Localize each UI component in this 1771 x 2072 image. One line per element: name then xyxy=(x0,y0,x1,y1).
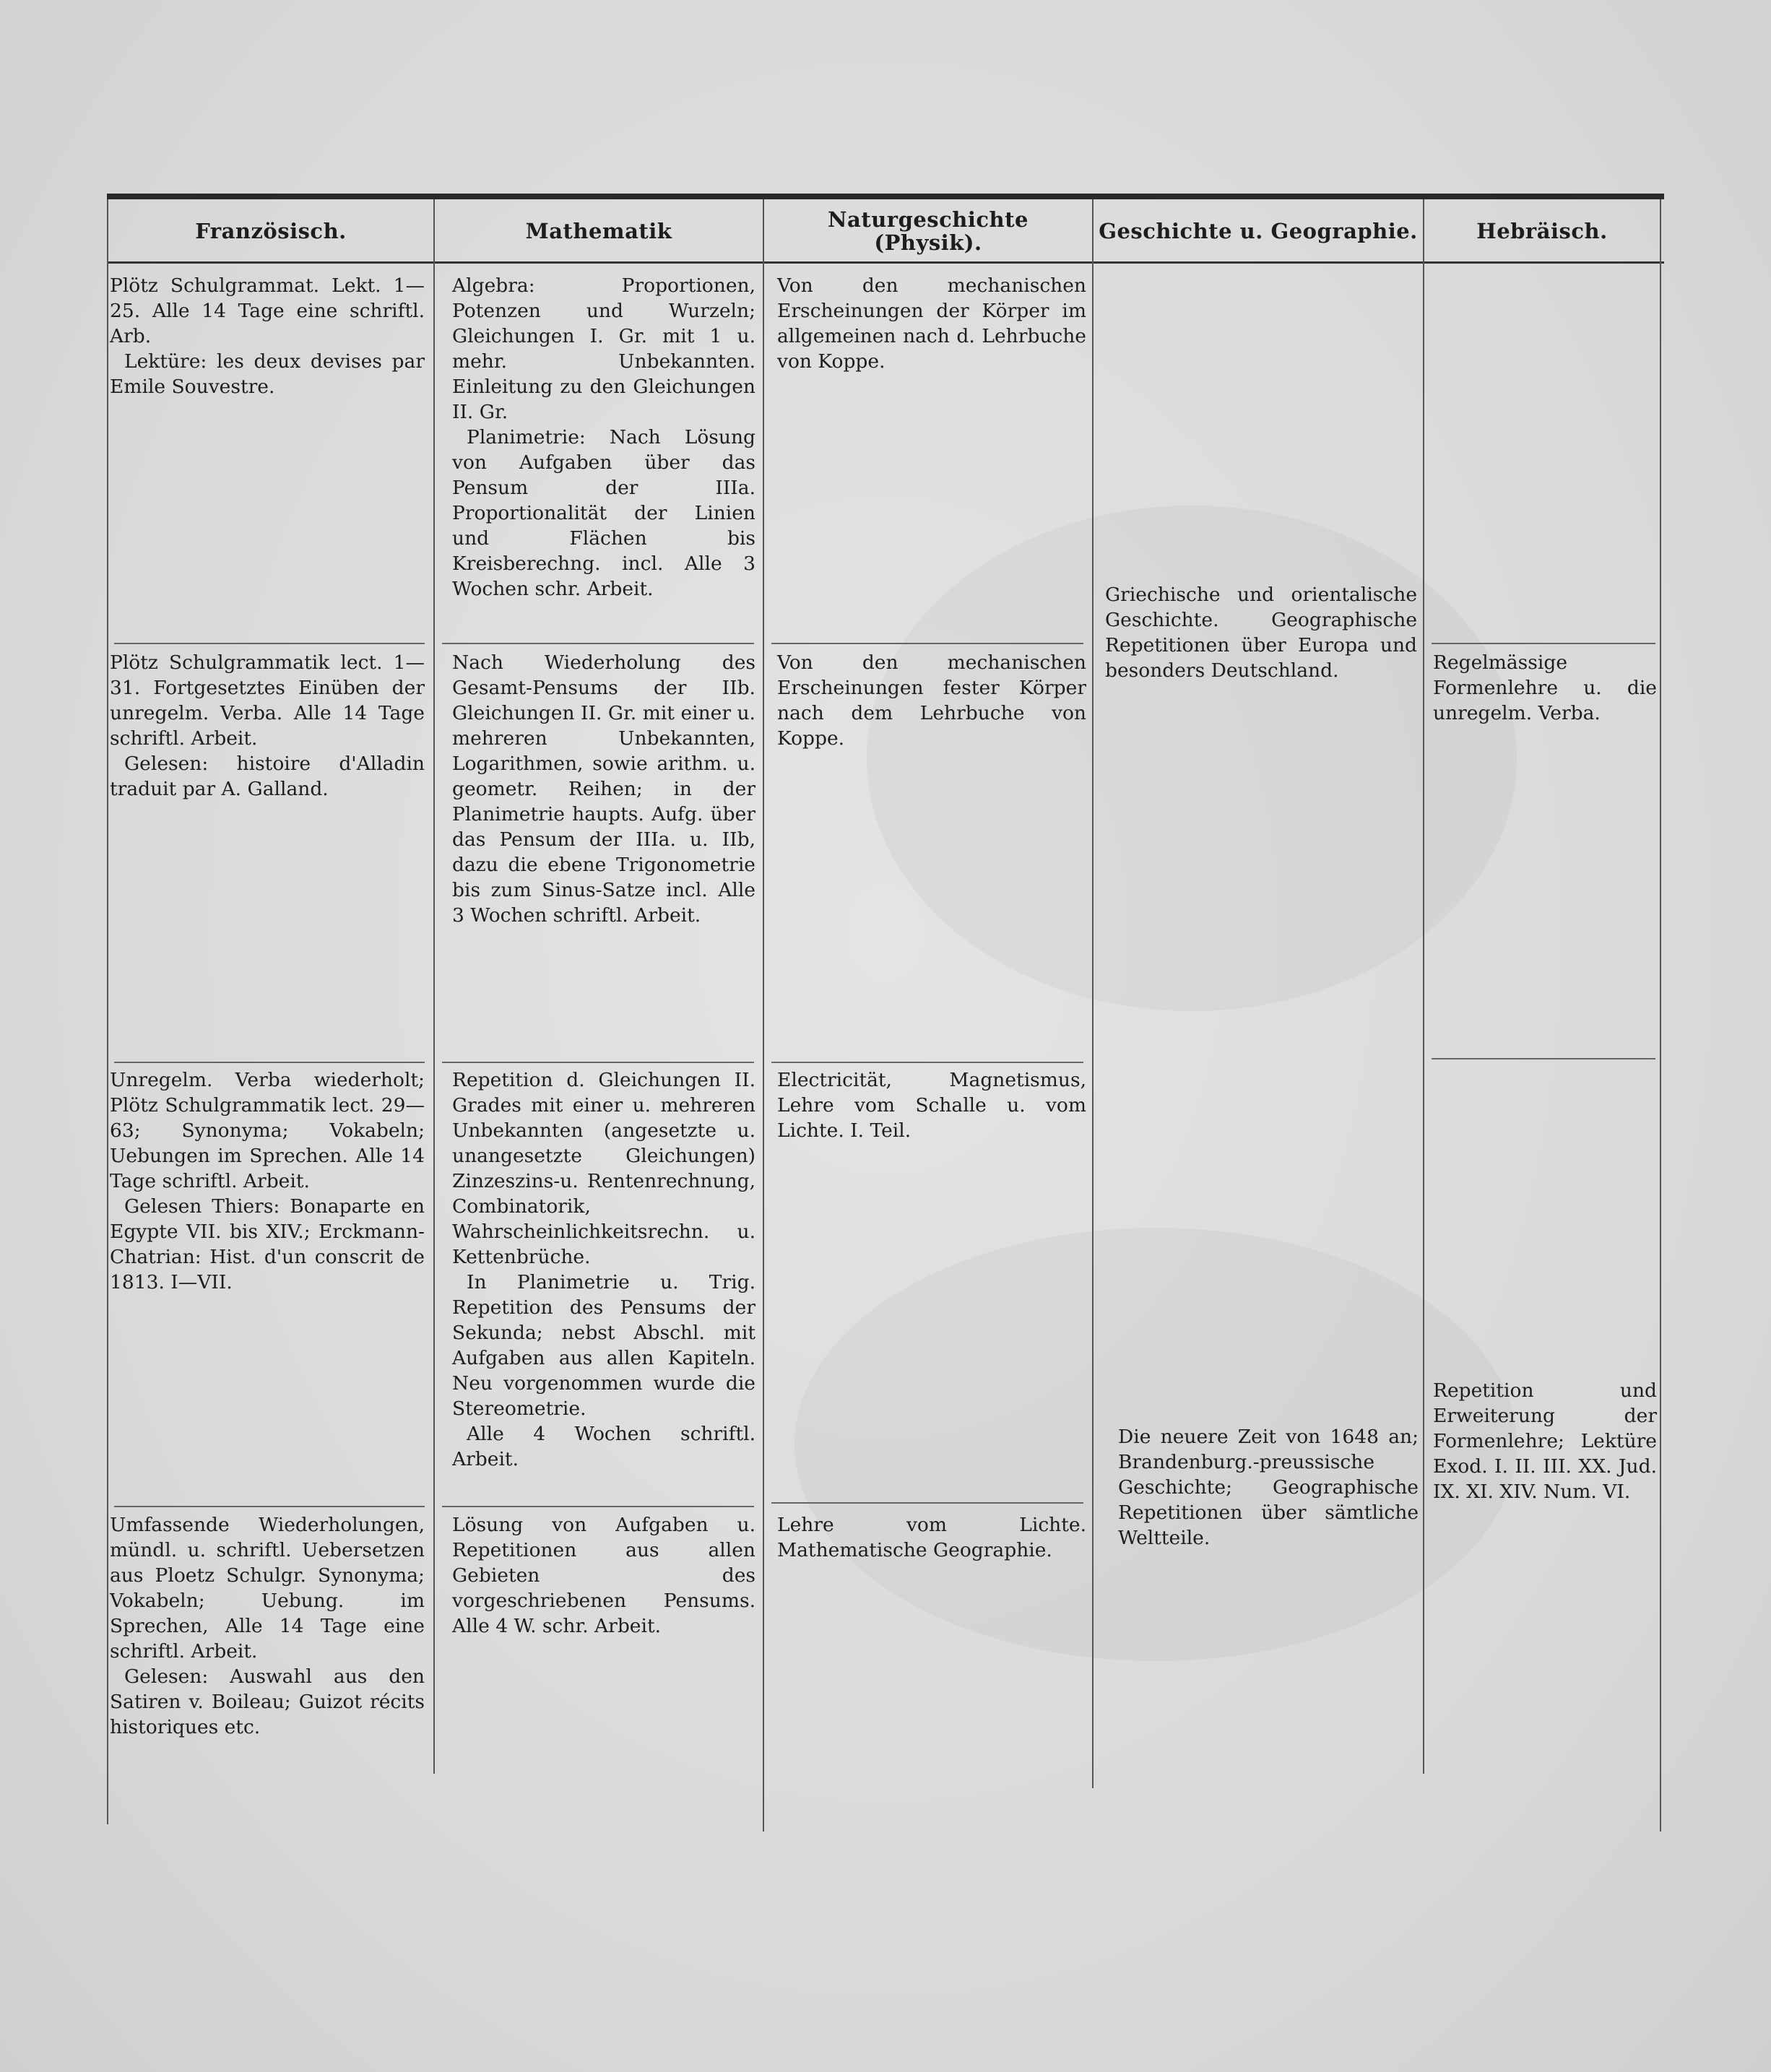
paragraph: Electricität, Magnetismus, Lehre vom Schalle u. vom Lichte. I. Teil. xyxy=(777,1069,1086,1142)
paragraph: Die neuere Zeit von 1648 an; Brandenburg.-preussische Geschichte; Geographische Repetitionen über sämtliche Weltteile. xyxy=(1118,1426,1419,1549)
row-separator xyxy=(1432,643,1655,644)
paper-stain xyxy=(867,506,1517,1011)
paragraph: Repetition d. Gleichungen II. Grades mit einer u. mehreren Unbekannten (angesetzte u. unangesetzte Gleichungen) Zinzeszins-u. Rentenrechnung, Combinatorik, Wahrscheinlichkeitsrechn. u. Kettenbrüche. xyxy=(452,1069,755,1268)
cell-geschichte-row2 xyxy=(1105,582,1417,683)
cell-geschichte-row4 xyxy=(1118,1424,1419,1551)
column-border xyxy=(107,199,108,1824)
row-separator xyxy=(114,1062,425,1063)
paragraph: Planimetrie: Nach Lösung von Aufgaben über das Pensum der IIIa. Proportionalität der Linien und Flächen bis Kreisberechng. incl. Alle 3 Wochen schr. Arbeit. xyxy=(452,426,755,600)
cell-math-row2 xyxy=(452,650,755,928)
paragraph: Nach Wiederholung des Gesamt-Pensums der IIb. Gleichungen II. Gr. mit einer u. mehreren Unbekannten, Logarithmen, sowie arithm. u. geometr. Reihen; in der Planimetrie haupts. Aufg. über das Pensum der IIIa. u. IIb, dazu die ebene Trigonometrie bis zum Sinus-Satze incl. Alle 3 Wochen schriftl. Arbeit. xyxy=(452,651,755,927)
cell-natur-row1 xyxy=(777,273,1086,374)
cell-natur-row3 xyxy=(777,1067,1086,1143)
header-hebraeisch: Hebräisch. xyxy=(1476,219,1608,243)
cell-franz-row3 xyxy=(110,1067,425,1295)
cell-franz-row2 xyxy=(110,650,425,802)
paragraph: Von den mechanischen Erscheinungen fester Körper nach dem Lehrbuche von Koppe. xyxy=(777,651,1086,750)
paragraph: Umfassende Wiederholungen, mündl. u. schriftl. Uebersetzen aus Ploetz Schulgr. Synonyma; Vokabeln; Uebung. im Sprechen, Alle 14 Tage eine schriftl. Arbeit. xyxy=(110,1514,425,1663)
cell-natur-row2 xyxy=(777,650,1086,751)
paragraph: Von den mechanischen Erscheinungen der Körper im allgemeinen nach d. Lehrbuche von Koppe. xyxy=(777,274,1086,373)
row-separator xyxy=(771,643,1083,644)
paragraph: Gelesen Thiers: Bonaparte en Egypte VII. bis XIV.; Erckmann-Chatrian: Hist. d'un conscrit de 1813. I—VII. xyxy=(110,1195,425,1293)
paragraph: In Planimetrie u. Trig. Repetition des Pensums der Sekunda; nebst Abschl. mit Aufgaben aus allen Kapiteln. Neu vorgenommen wurde die Stereometrie. xyxy=(452,1271,755,1420)
row-separator xyxy=(442,1062,754,1063)
paragraph: Alle 4 Wochen schriftl. Arbeit. xyxy=(452,1423,755,1470)
cell-math-row1 xyxy=(452,273,755,602)
cell-franz-row1 xyxy=(110,273,425,399)
paragraph: Lektüre: les deux devises par Emile Souvestre. xyxy=(110,350,425,398)
header-rule xyxy=(107,261,1664,264)
column-border xyxy=(1092,199,1094,1788)
paragraph: Unregelm. Verba wiederholt; Plötz Schulgrammatik lect. 29—63; Synonyma; Vokabeln; Uebungen im Sprechen. Alle 14 Tage schriftl. Arbeit. xyxy=(110,1069,425,1192)
cell-math-row3 xyxy=(452,1067,755,1472)
paragraph: Lehre vom Lichte. Mathematische Geographie. xyxy=(777,1514,1086,1561)
column-border xyxy=(1423,199,1424,1774)
row-separator xyxy=(1432,1058,1655,1059)
cell-hebr-row4 xyxy=(1433,1378,1657,1504)
paragraph: Repetition und Erweiterung der Formenlehre; Lektüre Exod. I. II. III. XX. Jud. IX. XI. XIV. Num. VI. xyxy=(1433,1379,1657,1503)
row-separator xyxy=(442,643,754,644)
paragraph: Plötz Schulgrammat. Lekt. 1—25. Alle 14 Tage eine schriftl. Arb. xyxy=(110,274,425,347)
row-separator xyxy=(771,1502,1083,1504)
table-top-rule xyxy=(107,194,1664,199)
cell-hebr-row2 xyxy=(1433,650,1657,726)
header-mathematik: Mathematik xyxy=(525,219,672,243)
row-separator xyxy=(114,643,425,644)
row-separator xyxy=(114,1506,425,1507)
cell-franz-row4 xyxy=(110,1512,425,1740)
paragraph: Griechische und orientalische Geschichte. Geographische Repetitionen über Europa und besonders Deutschland. xyxy=(1105,584,1417,682)
header-geschichte: Geschichte u. Geographie. xyxy=(1099,219,1418,243)
paragraph: Plötz Schulgrammatik lect. 1—31. Fortgesetztes Einüben der unregelm. Verba. Alle 14 Tage schriftl. Arbeit. xyxy=(110,651,425,750)
column-border xyxy=(1660,199,1661,1832)
row-separator xyxy=(442,1506,754,1507)
header-naturgeschichte: Naturgeschichte (Physik). xyxy=(828,207,1029,255)
paragraph: Gelesen: Auswahl aus den Satiren v. Boileau; Guizot récits historiques etc. xyxy=(110,1665,425,1738)
paragraph: Regelmässige Formenlehre u. die unregelm. Verba. xyxy=(1433,651,1657,724)
cell-math-row4 xyxy=(452,1512,755,1639)
paragraph: Algebra: Proportionen, Potenzen und Wurzeln; Gleichungen I. Gr. mit 1 u. mehr. Unbekannten. Einleitung zu den Gleichungen II. Gr. xyxy=(452,274,755,423)
header-franzoesisch: Französisch. xyxy=(195,219,347,243)
column-border xyxy=(763,199,764,1832)
paragraph: Gelesen: histoire d'Alladin traduit par A. Galland. xyxy=(110,753,425,800)
paragraph: Lösung von Aufgaben u. Repetitionen aus allen Gebieten des vorgeschriebenen Pensums. Alle 4 W. schr. Arbeit. xyxy=(452,1514,755,1637)
cell-natur-row4 xyxy=(777,1512,1086,1563)
column-border xyxy=(433,199,435,1774)
row-separator xyxy=(771,1062,1083,1063)
